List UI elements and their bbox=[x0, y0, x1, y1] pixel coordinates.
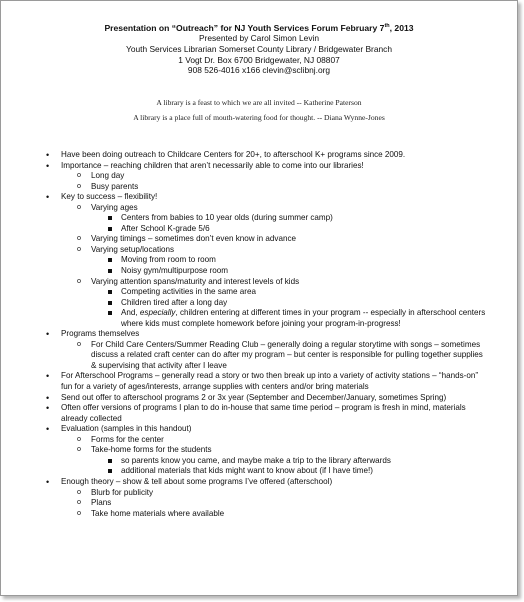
outline-detail: After School K-grade 5/6 bbox=[107, 224, 490, 235]
outline-subitem: o Blurb for publicity bbox=[76, 488, 490, 499]
outline-detail: And, especially, children entering at different times in your program -- especially in afterschool centers where kids must complete homework before joining your program-in-progress! bbox=[107, 308, 490, 329]
role-line: Youth Services Librarian Somerset County Library / Bridgewater Branch bbox=[126, 44, 392, 55]
outline-item: • Key to success – flexibility! o Varying ages Centers from babies to 10 year olds (during summer camp) After School K-grade 5/6 o Varying timings – sometimes don’t even know in advance o Varying setup/locations Moving from room to room Noisy gym/multipurpose room o Varying attention spans/maturity and interest levels of kids Competing activities in the same area Children tired after a long day And, especially, children entering at different times in your program -- especially in afterschool centers where kids must complete homework before joining your program-in-progress! bbox=[46, 192, 490, 329]
outline-item: • Enough theory – show & tell about some programs I’ve offered (afterschool) o Blurb for publicity o Plans o Take home materials where available bbox=[46, 477, 490, 519]
outline-item: • For Afterschool Programs – generally read a story or two then break up into a variety of activity stations – “hands-on” fun for a variety of ages/interests, arrange supplies with centers and/or bring materials bbox=[46, 371, 490, 392]
outline-detail: Noisy gym/multipurpose room bbox=[107, 266, 490, 277]
contact-line: 908 526-4016 x166 clevin@sclibnj.org bbox=[187, 65, 331, 76]
outline-list bbox=[46, 150, 490, 519]
title-superscript: th bbox=[384, 23, 390, 29]
presenter-line: Presented by Carol Simon Levin bbox=[198, 33, 320, 44]
quote-paterson: A library is a feast to which we are all invited -- Katherine Paterson bbox=[156, 98, 362, 107]
outline-detail: additional materials that kids might want to know about (if I have time!) bbox=[107, 466, 490, 477]
outline-item: • Have been doing outreach to Childcare Centers for 20+, to afterschool K+ programs since 2009. bbox=[46, 150, 490, 161]
outline-subitem: o Varying attention spans/maturity and interest levels of kids Competing activities in the same area Children tired after a long day And, especially, children entering at different times in your program -- especially in afterschool centers where kids must complete homework before joining your program-in-progress! bbox=[76, 277, 490, 330]
outline-subitem: o Forms for the center bbox=[76, 435, 490, 446]
outline-detail: Children tired after a long day bbox=[107, 298, 490, 309]
outline-detail: Moving from room to room bbox=[107, 255, 490, 266]
emphasis-text: especially bbox=[139, 308, 176, 318]
document-header bbox=[1, 21, 517, 76]
outline-subitem: o Take home materials where available bbox=[76, 509, 490, 520]
outline-subitem: o Varying setup/locations Moving from room to room Noisy gym/multipurpose room bbox=[76, 245, 490, 277]
address-line: 1 Vogt Dr. Box 6700 Bridgewater, NJ 08807 bbox=[178, 54, 340, 65]
outline-subitem: o For Child Care Centers/Summer Reading Club – generally doing a regular storytime with songs – sometimes discuss a related craft center can do after my program – but center is responsible for pulling together supplies & supervising that activity after I leave bbox=[76, 340, 490, 372]
outline-item: • Programs themselves o For Child Care Centers/Summer Reading Club – generally doing a regular storytime with songs – sometimes discuss a related craft center can do after my program – but center is responsible for pulling together supplies & supervising that activity after I leave bbox=[46, 329, 490, 371]
outline-subitem: o Varying timings – sometimes don’t even know in advance bbox=[76, 234, 490, 245]
outline-detail: Centers from babies to 10 year olds (during summer camp) bbox=[107, 213, 490, 224]
outline-item: • Often offer versions of programs I plan to do in-house that same time period – program is fresh in mind, materials already collected bbox=[46, 403, 490, 424]
outline-subitem: o Long day bbox=[76, 171, 490, 182]
outline-item: • Send out offer to afterschool programs 2 or 3x year (September and December/January, sometimes Spring) bbox=[46, 393, 490, 404]
outline-subitem: o Take-home forms for the students so parents know you came, and maybe make a trip to the library afterwards additional materials that kids might want to know about (if I have time!) bbox=[76, 445, 490, 477]
outline-subitem: o Varying ages Centers from babies to 10 year olds (during summer camp) After School K-grade 5/6 bbox=[76, 203, 490, 235]
outline-subitem: o Plans bbox=[76, 498, 490, 509]
quotes-block bbox=[1, 98, 517, 124]
outline-detail: so parents know you came, and maybe make a trip to the library afterwards bbox=[107, 456, 490, 467]
outline-subitem: o Busy parents bbox=[76, 182, 490, 193]
outline-detail: Competing activities in the same area bbox=[107, 287, 490, 298]
outline-item: • Importance – reaching children that aren’t necessarily able to come into our libraries! o Long day o Busy parents bbox=[46, 161, 490, 193]
quote-wynne-jones: A library is a place full of mouth-watering food for thought. -- Diana Wynne-Jones bbox=[133, 112, 385, 122]
outline-item: • Evaluation (samples in this handout) o Forms for the center o Take-home forms for the students so parents know you came, and maybe make a trip to the library afterwards additional materials that kids might want to know about (if I have time!) bbox=[46, 424, 490, 477]
document-title: Presentation on “Outreach” for NJ Youth Services Forum February 7th, 2013 bbox=[104, 22, 414, 33]
